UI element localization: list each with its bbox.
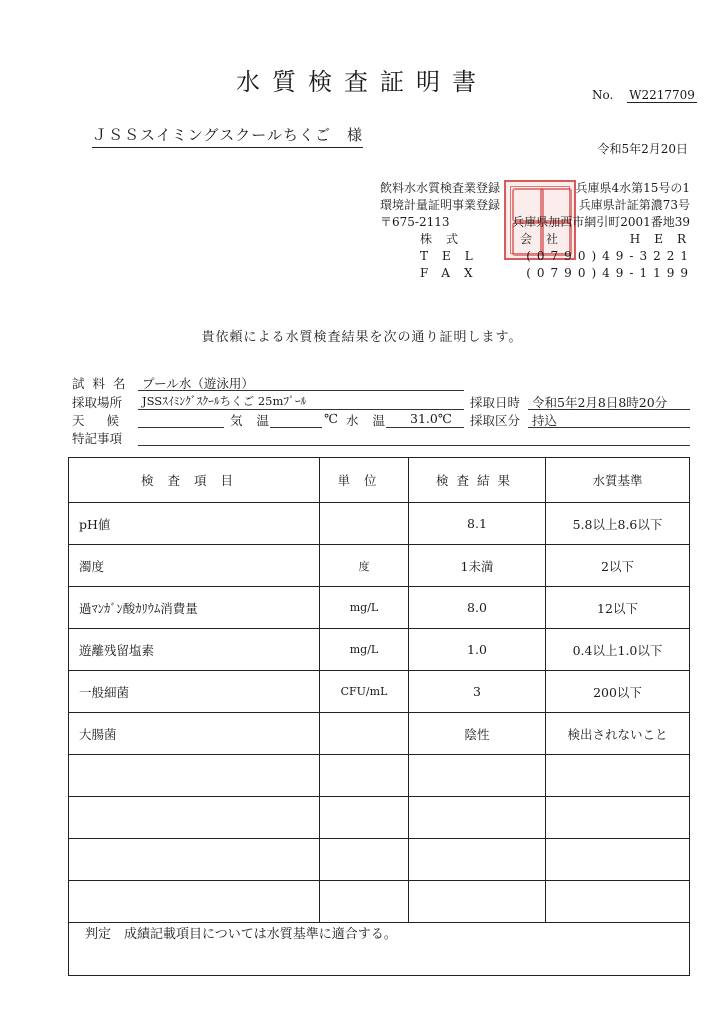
row-result: 8.0 — [409, 587, 546, 629]
issue-date: 令和5年2月20日 — [597, 142, 688, 156]
row-unit: 度 — [320, 545, 409, 587]
table-row-empty — [69, 839, 690, 881]
table-row-empty — [69, 797, 690, 839]
registration-2-value: 兵庫県計証第濃73号 — [578, 198, 690, 212]
header-item: 検査項目 — [140, 473, 247, 488]
document-number — [592, 88, 697, 103]
row-result: 陰性 — [409, 713, 546, 755]
table-row — [69, 503, 690, 545]
registration-1-label: 飲料水水質検査業登録 — [380, 181, 501, 195]
row-standard: 検出されないこと — [546, 713, 690, 755]
row-result: 1未満 — [409, 545, 546, 587]
table-row — [69, 713, 690, 755]
row-unit: CFU/mL — [320, 671, 409, 713]
row-standard: 200以下 — [546, 671, 690, 713]
header-standard: 水質基準 — [592, 473, 643, 488]
table-row-empty — [69, 755, 690, 797]
tel-label: TEL — [420, 249, 487, 263]
table-row — [69, 671, 690, 713]
sample-name-value: プール水（遊泳用） — [142, 376, 254, 391]
document-number-value: W2217709 — [629, 88, 695, 102]
fax-label: FAX — [420, 266, 487, 280]
table-header-row — [69, 458, 690, 503]
sample-name-label: 試料名 — [72, 376, 134, 391]
row-result: 1.0 — [409, 629, 546, 671]
row-item: 大腸菌 — [69, 713, 320, 755]
document-number-label: No. — [592, 88, 614, 102]
row-item: 遊離残留塩素 — [69, 629, 320, 671]
row-unit: mg/L — [320, 587, 409, 629]
registration-2-label: 環境計量証明事業登録 — [380, 198, 501, 212]
water-temperature-label: 水温 — [346, 413, 400, 428]
row-standard: 0.4以上1.0以下 — [546, 629, 690, 671]
row-item: 濁度 — [69, 545, 320, 587]
weather-label: 天候 — [72, 413, 142, 428]
table-row — [69, 587, 690, 629]
tel-value: (0790)49-3221 — [526, 249, 694, 263]
table-row — [69, 629, 690, 671]
row-standard: 2以下 — [546, 545, 690, 587]
row-result: 3 — [409, 671, 546, 713]
addressee: ＪＳＳスイミングスクールちくご 様 — [92, 124, 363, 148]
row-item: 一般細菌 — [69, 671, 320, 713]
sampling-datetime-label: 採取日時 — [470, 395, 521, 410]
sampling-location-label: 採取場所 — [72, 395, 123, 410]
header-result: 検査結果 — [435, 473, 518, 488]
air-temperature-label: 気温 — [230, 413, 284, 428]
company-name-part-1: 株式 — [420, 232, 473, 246]
registration-1-value: 兵庫県4水第15号の1 — [575, 181, 690, 195]
judgment-box — [68, 917, 690, 976]
sampling-location-value: JSSｽｲﾐﾝｸﾞｽｸｰﾙちくご 25mﾌﾟｰﾙ — [142, 394, 307, 408]
document-title: 水質検査証明書 — [236, 68, 488, 96]
air-temperature-unit: ℃ — [324, 411, 338, 426]
row-unit — [320, 713, 409, 755]
row-item: pH値 — [69, 503, 320, 545]
row-item: 過ﾏﾝｶﾞﾝ酸ｶﾘｳﾑ消費量 — [69, 587, 320, 629]
row-standard: 12以下 — [546, 587, 690, 629]
special-notes-label: 特記事項 — [72, 431, 123, 446]
row-unit — [320, 503, 409, 545]
table-row — [69, 545, 690, 587]
company-name-part-3: HER — [629, 232, 700, 246]
certification-statement: 貴依頼による水質検査結果を次の通り証明します。 — [201, 330, 523, 345]
judgment-text: 判定 成績記載項目については水質基準に適合する。 — [85, 927, 397, 942]
issuer-address: 兵庫県加西市網引町2001番地39 — [512, 215, 690, 229]
sampling-category-label: 採取区分 — [470, 413, 521, 428]
sampling-datetime-value: 令和5年2月8日8時20分 — [532, 395, 668, 410]
issuer-block — [380, 180, 700, 282]
row-result: 8.1 — [409, 503, 546, 545]
company-name-part-2: 会社 — [520, 232, 573, 246]
row-standard: 5.8以上8.6以下 — [546, 503, 690, 545]
results-table — [68, 457, 690, 923]
postal-code: 〒675-2113 — [380, 215, 450, 229]
fax-value: (0790)49-1199 — [526, 266, 694, 280]
header-unit: 単位 — [337, 473, 391, 488]
sampling-category-value: 持込 — [532, 413, 558, 428]
water-temperature-value: 31.0℃ — [410, 411, 452, 426]
row-unit: mg/L — [320, 629, 409, 671]
